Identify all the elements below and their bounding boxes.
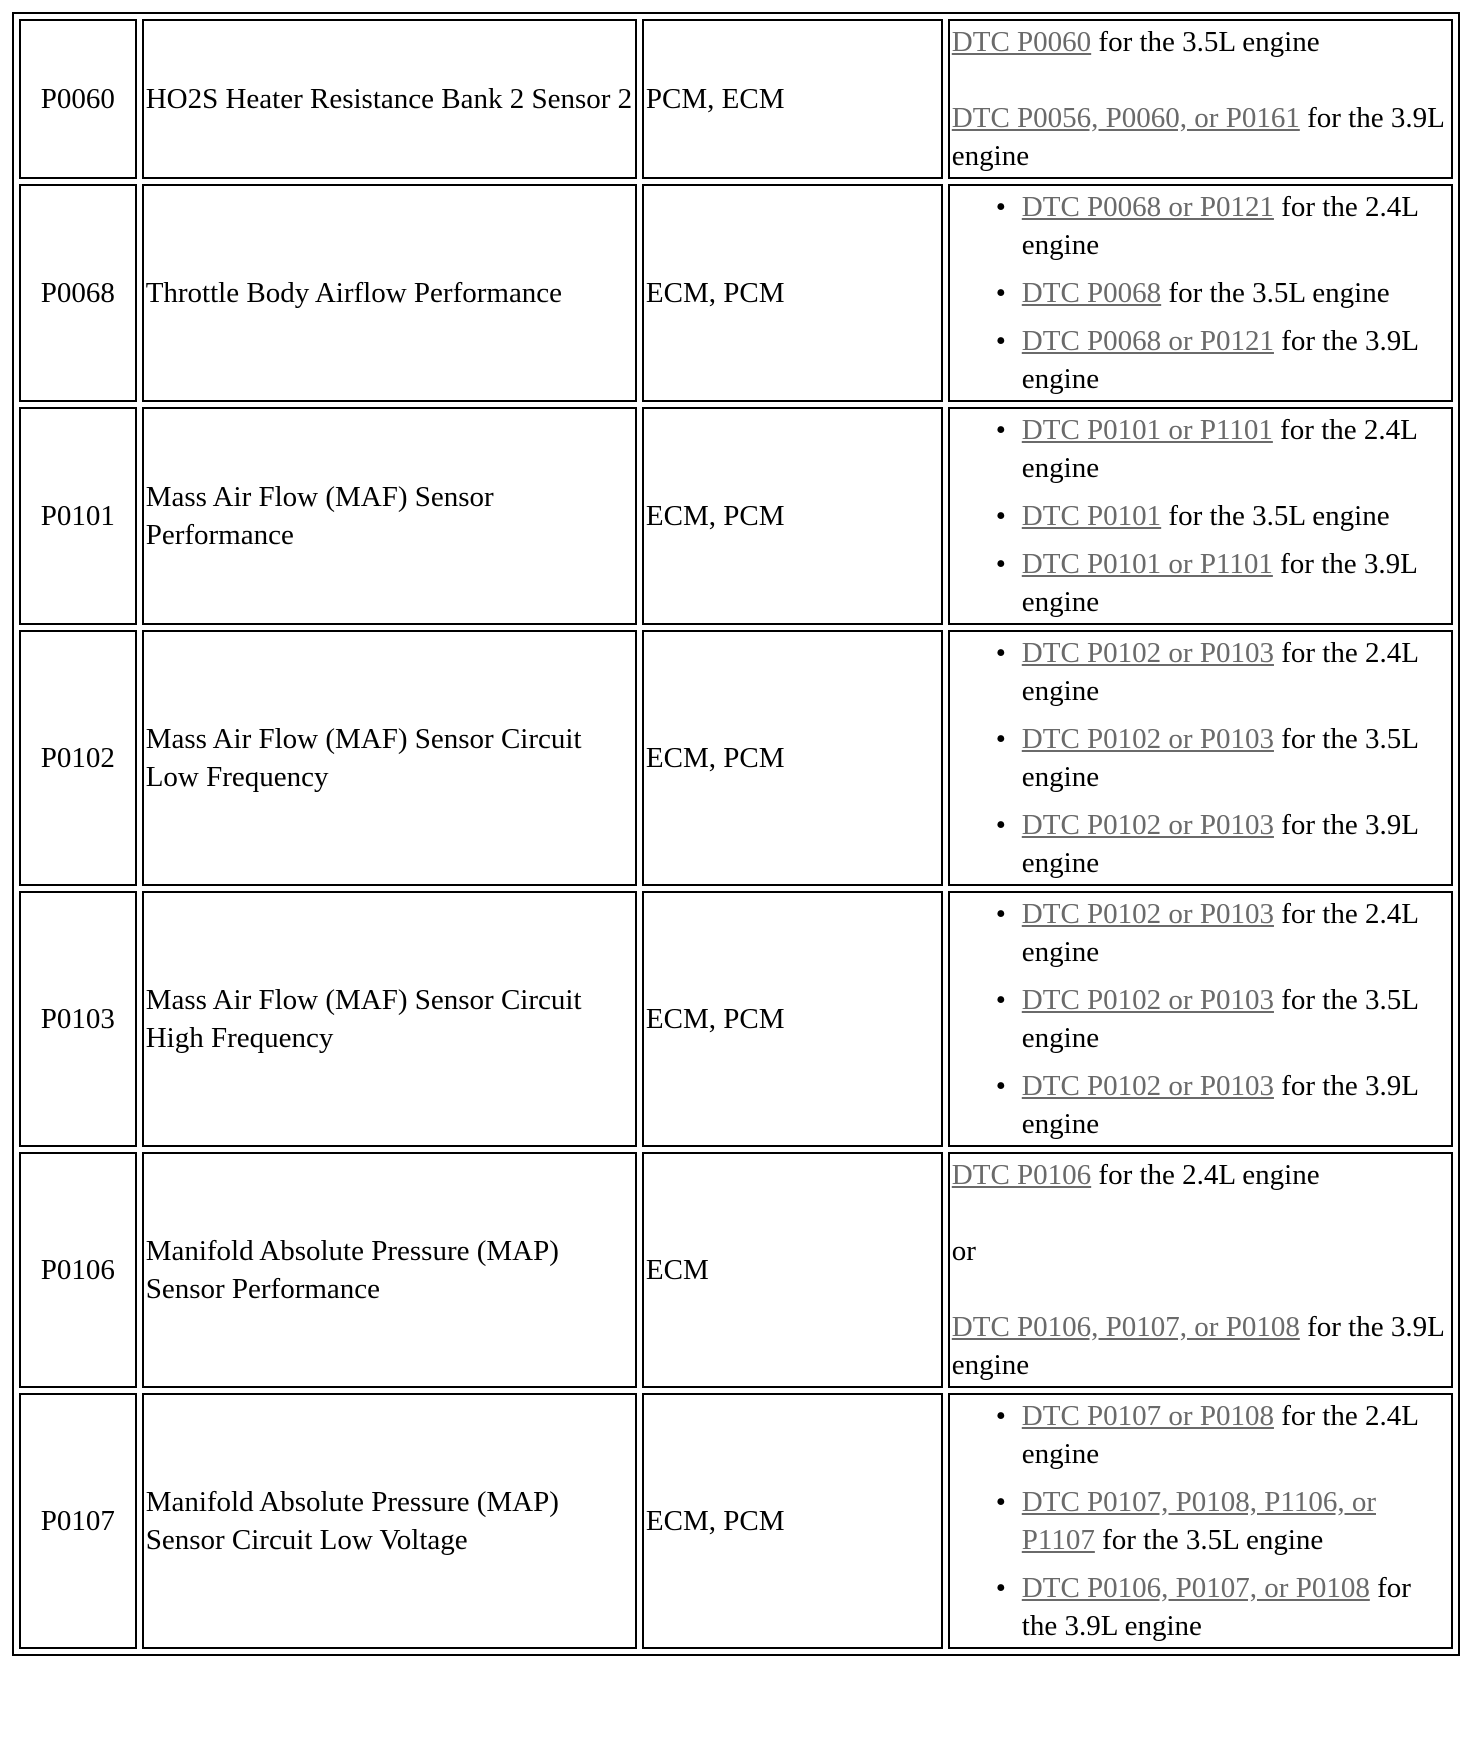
dtc-references [948, 891, 1453, 1147]
or-text: or [951, 1235, 976, 1267]
bullet-icon: • [995, 548, 1006, 580]
dtc-table [12, 12, 1460, 1656]
bullet-icon: • [995, 809, 1006, 841]
dtc-link[interactable]: DTC P0101 or P1101 [1021, 414, 1273, 446]
reference-text: for the 2.4L engine [1091, 1159, 1320, 1191]
dtc-modules: ECM, PCM [642, 1393, 943, 1649]
reference-line [952, 1156, 1449, 1194]
bullet-icon: • [995, 1486, 1006, 1518]
dtc-link[interactable]: DTC P0068 or P0121 [1021, 325, 1274, 357]
reference-list [952, 411, 1449, 621]
list-item [995, 1397, 1449, 1473]
list-item [995, 411, 1449, 487]
dtc-modules: ECM [642, 1152, 943, 1388]
list-item [995, 1067, 1449, 1143]
table-row [19, 19, 1453, 179]
dtc-references [948, 19, 1453, 179]
dtc-code: P0068 [19, 184, 137, 402]
reference-text: for the 3.5L engine [1161, 500, 1390, 532]
dtc-references [948, 407, 1453, 625]
list-item [995, 545, 1449, 621]
reference-text: for the 3.9L engine [1021, 809, 1418, 879]
dtc-modules: ECM, PCM [642, 891, 943, 1147]
reference-text: for the 2.4L engine [1021, 637, 1418, 707]
dtc-code: P0060 [19, 19, 137, 179]
table-row [19, 184, 1453, 402]
dtc-link[interactable]: DTC P0102 or P0103 [1021, 637, 1274, 669]
dtc-description: Manifold Absolute Pressure (MAP) Sensor Circuit Low Voltage [142, 1393, 637, 1649]
dtc-references [948, 1152, 1453, 1388]
bullet-icon: • [995, 1572, 1006, 1604]
reference-text: for the 3.5L engine [1161, 277, 1390, 309]
reference-line [952, 23, 1449, 61]
list-item [995, 1483, 1449, 1559]
reference-line [952, 99, 1449, 175]
reference-text: for the 2.4L engine [1021, 414, 1417, 484]
bullet-icon: • [995, 723, 1006, 755]
dtc-link[interactable]: DTC P0102 or P0103 [1021, 809, 1274, 841]
dtc-code: P0101 [19, 407, 137, 625]
reference-list [952, 188, 1449, 398]
dtc-link[interactable]: DTC P0068 [1021, 277, 1162, 309]
dtc-modules: ECM, PCM [642, 630, 943, 886]
dtc-description: Mass Air Flow (MAF) Sensor Circuit High Frequency [142, 891, 637, 1147]
dtc-modules: PCM, ECM [642, 19, 943, 179]
dtc-link[interactable]: DTC P0101 [1021, 500, 1162, 532]
bullet-icon: • [995, 500, 1006, 532]
bullet-icon: • [995, 898, 1006, 930]
dtc-code: P0106 [19, 1152, 137, 1388]
dtc-link[interactable]: DTC P0107 or P0108 [1021, 1400, 1274, 1432]
dtc-modules: ECM, PCM [642, 184, 943, 402]
dtc-code: P0107 [19, 1393, 137, 1649]
bullet-icon: • [995, 1400, 1006, 1432]
bullet-icon: • [995, 191, 1006, 223]
reference-text: for the 3.9L engine [951, 1311, 1444, 1381]
reference-text: for the 3.5L engine [1091, 26, 1320, 58]
list-item [995, 895, 1449, 971]
dtc-description: HO2S Heater Resistance Bank 2 Sensor 2 [142, 19, 637, 179]
dtc-link[interactable]: DTC P0102 or P0103 [1021, 984, 1274, 1016]
spacer [952, 1194, 1449, 1232]
dtc-references [948, 630, 1453, 886]
reference-text: for the 3.5L engine [1021, 984, 1418, 1054]
list-item [995, 634, 1449, 710]
dtc-code: P0102 [19, 630, 137, 886]
reference-text: for the 3.9L engine [1021, 1070, 1418, 1140]
list-item [995, 720, 1449, 796]
reference-text: for the 3.9L engine [951, 102, 1444, 172]
reference-list [952, 634, 1449, 882]
table-row [19, 630, 1453, 886]
bullet-icon: • [995, 277, 1006, 309]
dtc-link[interactable]: DTC P0102 or P0103 [1021, 898, 1274, 930]
reference-text: for the 3.9L engine [1021, 1572, 1411, 1642]
dtc-link[interactable]: DTC P0068 or P0121 [1021, 191, 1274, 223]
reference-text: for the 3.5L engine [1021, 723, 1418, 793]
list-item [995, 1569, 1449, 1645]
dtc-description: Manifold Absolute Pressure (MAP) Sensor Performance [142, 1152, 637, 1388]
dtc-link[interactable]: DTC P0107, P0108, P1106, or P1107 [1021, 1486, 1376, 1556]
list-item [995, 322, 1449, 398]
dtc-link[interactable]: DTC P0102 or P0103 [1021, 723, 1274, 755]
spacer [952, 61, 1449, 99]
dtc-description: Mass Air Flow (MAF) Sensor Performance [142, 407, 637, 625]
table-row [19, 1152, 1453, 1388]
reference-text: for the 2.4L engine [1021, 191, 1418, 261]
bullet-icon: • [995, 414, 1006, 446]
reference-line [952, 1308, 1449, 1384]
dtc-link[interactable]: DTC P0056, P0060, or P0161 [951, 102, 1300, 134]
dtc-link[interactable]: DTC P0102 or P0103 [1021, 1070, 1274, 1102]
dtc-link[interactable]: DTC P0101 or P1101 [1021, 548, 1273, 580]
list-item [995, 274, 1449, 312]
reference-text: for the 3.5L engine [1094, 1524, 1324, 1556]
bullet-icon: • [995, 637, 1006, 669]
bullet-icon: • [995, 325, 1006, 357]
bullet-icon: • [995, 1070, 1006, 1102]
reference-text: for the 2.4L engine [1021, 898, 1418, 968]
dtc-table-container [12, 12, 1460, 1656]
dtc-references [948, 184, 1453, 402]
dtc-modules: ECM, PCM [642, 407, 943, 625]
list-item [995, 806, 1449, 882]
table-row [19, 1393, 1453, 1649]
spacer [952, 1270, 1449, 1308]
table-row [19, 891, 1453, 1147]
list-item [995, 188, 1449, 264]
list-item [995, 497, 1449, 535]
dtc-references [948, 1393, 1453, 1649]
reference-list [952, 1397, 1449, 1645]
reference-text: for the 3.9L engine [1021, 325, 1418, 395]
dtc-link[interactable]: DTC P0060 [951, 26, 1092, 58]
bullet-icon: • [995, 984, 1006, 1016]
reference-list [952, 895, 1449, 1143]
list-item [995, 981, 1449, 1057]
dtc-link[interactable]: DTC P0106, P0107, or P0108 [1021, 1572, 1370, 1604]
dtc-code: P0103 [19, 891, 137, 1147]
dtc-link[interactable]: DTC P0106, P0107, or P0108 [951, 1311, 1300, 1343]
dtc-description: Throttle Body Airflow Performance [142, 184, 637, 402]
table-row [19, 407, 1453, 625]
dtc-description: Mass Air Flow (MAF) Sensor Circuit Low Frequency [142, 630, 637, 886]
reference-text: for the 3.9L engine [1021, 548, 1417, 618]
reference-text: for the 2.4L engine [1021, 1400, 1418, 1470]
dtc-link[interactable]: DTC P0106 [951, 1159, 1092, 1191]
